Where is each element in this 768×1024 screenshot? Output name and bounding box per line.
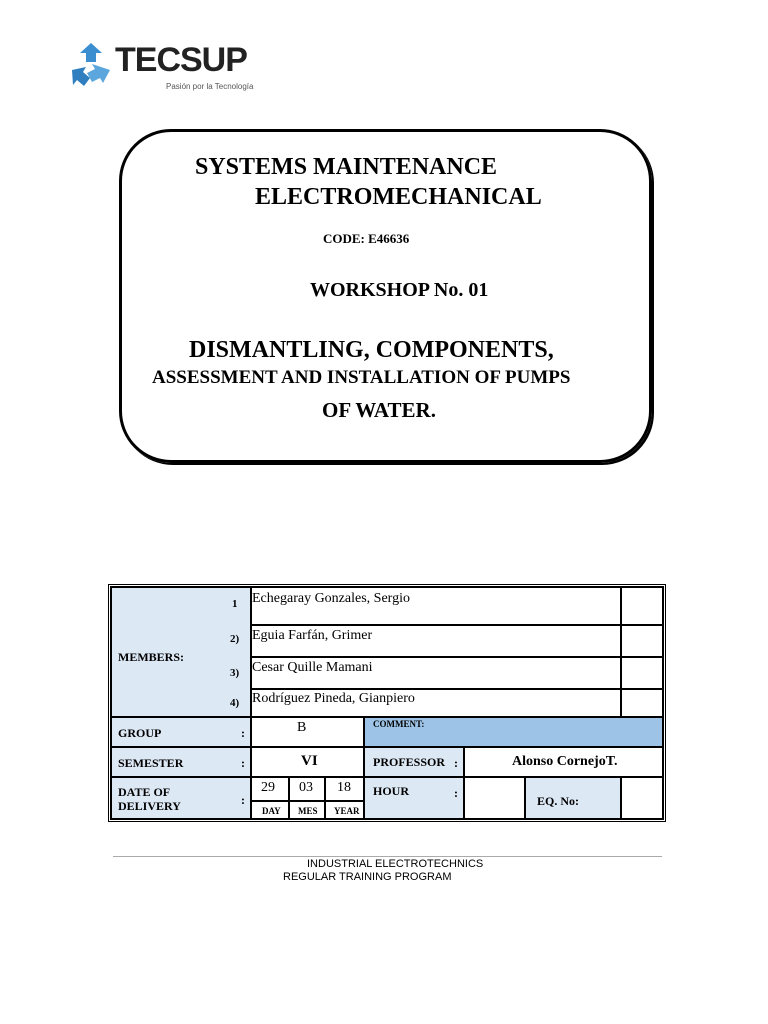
year-value: 18 bbox=[337, 780, 351, 795]
member-number-4: 4) bbox=[230, 697, 240, 709]
members-label-cell bbox=[111, 587, 251, 717]
delivery-label-line2: DELIVERY bbox=[118, 799, 181, 813]
day-value-cell bbox=[251, 777, 289, 801]
day-label-cell bbox=[251, 801, 289, 819]
group-label: GROUP bbox=[118, 726, 162, 740]
semester-value: VI bbox=[301, 753, 318, 769]
workshop-title-line3: OF WATER. bbox=[322, 398, 436, 422]
month-value-cell bbox=[289, 777, 325, 801]
comment-cell bbox=[364, 717, 663, 747]
month-label-cell bbox=[289, 801, 325, 819]
member-name-3: Cesar Quille Mamani bbox=[252, 660, 373, 675]
year-label: YEAR bbox=[334, 806, 360, 816]
member-number-2: 2) bbox=[230, 633, 240, 645]
logo-wordmark: TECSUP bbox=[115, 41, 247, 79]
eq-label: EQ. No: bbox=[537, 794, 579, 808]
delivery-colon: : bbox=[241, 793, 245, 807]
day-value: 29 bbox=[261, 780, 275, 795]
member-row-2 bbox=[251, 625, 621, 657]
group-value: B bbox=[297, 720, 307, 735]
eq-label-cell bbox=[525, 777, 621, 819]
month-value: 03 bbox=[299, 780, 313, 795]
delivery-label-cell bbox=[111, 777, 251, 819]
member-number-1: 1 bbox=[232, 598, 238, 610]
professor-label-cell bbox=[364, 747, 464, 777]
workshop-number: WORKSHOP No. 01 bbox=[310, 279, 489, 301]
member-name-2: Eguia Farfán, Grimer bbox=[252, 628, 373, 643]
member-row-4-check bbox=[621, 689, 663, 717]
course-title-line2: ELECTROMECHANICAL bbox=[255, 184, 542, 210]
hour-colon: : bbox=[454, 786, 458, 800]
day-label: DAY bbox=[262, 806, 281, 816]
semester-label: SEMESTER bbox=[118, 756, 184, 770]
footer-line1: INDUSTRIAL ELECTROTECHNICS bbox=[307, 858, 484, 870]
delivery-label-line1: DATE OF bbox=[118, 785, 171, 799]
semester-value-cell bbox=[251, 747, 364, 777]
members-label: MEMBERS: bbox=[118, 650, 184, 664]
professor-label: PROFESSOR bbox=[373, 755, 446, 769]
group-value-cell bbox=[251, 717, 364, 747]
member-row-4 bbox=[251, 689, 621, 717]
year-value-cell bbox=[325, 777, 364, 801]
comment-label: COMMENT: bbox=[373, 719, 425, 729]
workshop-title-line1: DISMANTLING, COMPONENTS, bbox=[189, 337, 554, 363]
professor-value: Alonso CornejoT. bbox=[512, 754, 618, 769]
member-row-3-check bbox=[621, 657, 663, 689]
semester-label-cell bbox=[111, 747, 251, 777]
member-name-1: Echegaray Gonzales, Sergio bbox=[252, 591, 410, 606]
member-row-2-check bbox=[621, 625, 663, 657]
professor-value-cell bbox=[464, 747, 663, 777]
member-row-1 bbox=[251, 587, 621, 625]
member-row-1-check bbox=[621, 587, 663, 625]
hour-label-cell bbox=[364, 777, 464, 819]
group-colon: : bbox=[241, 726, 245, 740]
member-name-4: Rodríguez Pineda, Gianpiero bbox=[252, 691, 415, 706]
logo-tagline: Pasión por la Tecnología bbox=[166, 82, 254, 91]
course-code: CODE: E46636 bbox=[323, 231, 410, 246]
month-label: MES bbox=[298, 806, 318, 816]
eq-value-cell bbox=[621, 777, 663, 819]
tecsup-logo bbox=[68, 40, 268, 96]
info-form-table bbox=[108, 584, 666, 822]
member-number-3: 3) bbox=[230, 667, 240, 679]
group-label-cell bbox=[111, 717, 251, 747]
course-title-line1: SYSTEMS MAINTENANCE bbox=[195, 154, 498, 180]
year-label-cell bbox=[325, 801, 364, 819]
semester-colon: : bbox=[241, 756, 245, 770]
recycle-arrows-icon bbox=[68, 40, 114, 90]
workshop-title-line2: ASSESSMENT AND INSTALLATION OF PUMPS bbox=[152, 367, 571, 388]
member-row-3 bbox=[251, 657, 621, 689]
professor-colon: : bbox=[454, 756, 458, 770]
hour-value-cell bbox=[464, 777, 525, 819]
footer-divider bbox=[113, 856, 662, 857]
footer-line2: REGULAR TRAINING PROGRAM bbox=[283, 871, 452, 883]
hour-label: HOUR bbox=[373, 784, 409, 798]
